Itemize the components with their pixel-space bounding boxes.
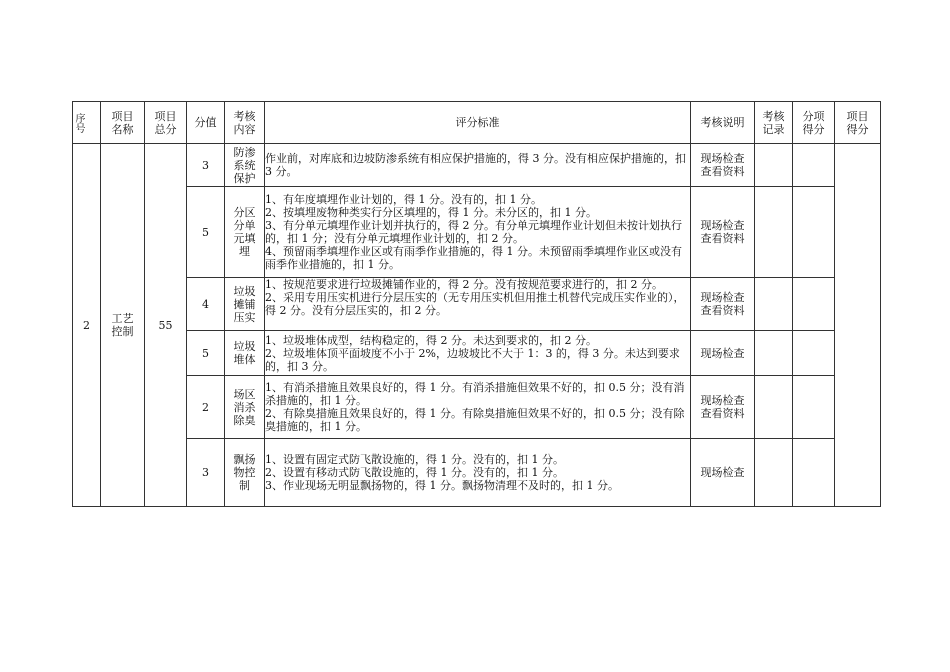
explanation-line: 查看资料 <box>700 304 745 317</box>
content-line: 分单 <box>233 219 256 232</box>
group-serial: 2 <box>73 144 101 507</box>
header-item-score-line: 得分 <box>846 122 869 136</box>
table-row <box>73 376 881 439</box>
row-content <box>225 187 265 278</box>
content-line: 制 <box>239 479 250 492</box>
criteria-line: 2、有除臭措施且效果良好的，得 1 分。有除臭措施但效果不好的，扣 0.5 分；没有除臭措施的，扣 1 分。 <box>265 407 685 433</box>
header-record-line: 考核 <box>762 109 785 123</box>
group-total: 55 <box>145 144 187 507</box>
header-item-total-line: 项目 <box>154 109 177 123</box>
content-line: 压实 <box>233 310 256 324</box>
row-criteria <box>265 376 691 439</box>
header-serial-text: 序号 <box>73 112 84 133</box>
criteria-line: 1、设置有固定式防飞散设施的，得 1 分。没有的，扣 1 分。 <box>265 453 564 466</box>
table-row <box>73 187 881 278</box>
content-line: 物控 <box>233 466 256 479</box>
row-content <box>225 439 265 507</box>
header-serial <box>73 102 101 144</box>
criteria-line: 1、按规范要求进行垃圾摊铺作业的，得 2 分。没有按规范要求进行的，扣 2 分。 <box>265 278 663 291</box>
header-content-line: 内容 <box>233 122 256 136</box>
explanation-line: 现场检查 <box>700 466 745 479</box>
explanation-line: 查看资料 <box>700 165 745 178</box>
content-line: 垃圾 <box>233 340 256 353</box>
row-sub-score-cell[interactable] <box>793 187 835 278</box>
row-content <box>225 144 265 187</box>
row-criteria <box>265 187 691 278</box>
header-record-line: 记录 <box>762 122 785 136</box>
header-explanation: 考核说明 <box>691 102 755 144</box>
header-item-total <box>145 102 187 144</box>
header-item-name <box>101 102 145 144</box>
table-row <box>73 144 881 187</box>
row-record-cell[interactable] <box>755 439 793 507</box>
row-explanation <box>691 439 755 507</box>
criteria-line: 2、按填埋废物种类实行分区填埋的，得 1 分。未分区的，扣 1 分。 <box>265 206 597 219</box>
criteria-line: 2、设置有移动式防飞散设施的，得 1 分。没有的，扣 1 分。 <box>265 466 564 479</box>
row-points: 4 <box>187 278 225 331</box>
explanation-line: 查看资料 <box>700 407 745 420</box>
header-serial-stack <box>73 113 100 133</box>
content-line: 摊铺 <box>233 297 256 311</box>
header-item-total-line: 总分 <box>154 122 177 136</box>
criteria-line: 4、预留雨季填埋作业区或有雨季作业措施的，得 1 分。未预留雨季填埋作业区或没有雨季作业措施的，扣 1 分。 <box>265 245 682 271</box>
row-points: 2 <box>187 376 225 439</box>
row-sub-score-cell[interactable] <box>793 439 835 507</box>
content-line: 堆体 <box>233 353 256 366</box>
criteria-clip <box>265 278 690 330</box>
content-line: 消杀 <box>233 400 256 414</box>
content-line: 飘扬 <box>233 453 256 466</box>
explanation-line: 现场检查 <box>700 219 745 232</box>
table-row <box>73 331 881 376</box>
header-criteria: 评分标准 <box>265 102 691 144</box>
row-sub-score-cell[interactable] <box>793 278 835 331</box>
row-content <box>225 278 265 331</box>
header-item-name-line: 名称 <box>111 122 134 136</box>
scoring-table <box>72 101 881 507</box>
header-record <box>755 102 793 144</box>
row-sub-score-cell[interactable] <box>793 376 835 439</box>
row-criteria <box>265 331 691 376</box>
header-row <box>73 102 881 144</box>
header-points: 分值 <box>187 102 225 144</box>
header-sub-score-line: 分项 <box>802 109 825 123</box>
group-item-score-cell[interactable] <box>835 144 881 507</box>
header-sub-score <box>793 102 835 144</box>
content-line: 保护 <box>233 171 256 185</box>
header-item-name-line: 项目 <box>111 109 134 123</box>
criteria-line: 2、采用专用压实机进行分层压实的（无专用压实机但用推土机替代完成压实作业的），得 2 分。没有分层压实的，扣 2 分。 <box>265 291 685 317</box>
content-line: 元填 <box>233 232 256 245</box>
group-name-line: 控制 <box>111 325 134 338</box>
criteria-line: 1、有消杀措施且效果良好的，得 1 分。有消杀措施但效果不好的，扣 0.5 分；没有消杀措施的，扣 1 分。 <box>265 381 685 407</box>
content-line: 除臭 <box>233 413 256 427</box>
criteria-line: 3、作业现场无明显飘扬物的，得 1 分。飘扬物清理不及时的，扣 1 分。 <box>265 479 619 492</box>
criteria-line: 1、有年度填埋作业计划的，得 1 分。没有的，扣 1 分。 <box>265 193 542 206</box>
row-explanation <box>691 331 755 376</box>
explanation-line: 查看资料 <box>700 232 745 245</box>
row-record-cell[interactable] <box>755 376 793 439</box>
row-points: 3 <box>187 144 225 187</box>
row-record-cell[interactable] <box>755 278 793 331</box>
row-criteria <box>265 144 691 187</box>
table-row <box>73 278 881 331</box>
row-record-cell[interactable] <box>755 331 793 376</box>
row-explanation <box>691 278 755 331</box>
criteria-line: 作业前，对库底和边坡防渗系统有相应保护措施的，得 3 分。没有相应保护措施的，扣 3 分。 <box>265 152 686 178</box>
header-item-score <box>835 102 881 144</box>
content-line: 埋 <box>239 245 250 258</box>
criteria-line: 2、垃圾堆体顶平面坡度不小于 2%，边坡坡比不大于 1：3 的，得 3 分。未达到要求的，扣 3 分。 <box>265 346 680 373</box>
explanation-line: 现场检查 <box>700 291 745 304</box>
row-points: 5 <box>187 331 225 376</box>
explanation-line: 现场检查 <box>700 152 745 165</box>
row-points: 5 <box>187 187 225 278</box>
content-line: 垃圾 <box>233 284 256 298</box>
criteria-line: 3、有分单元填埋作业计划并执行的，得 2 分。有分单元填埋作业计划但未按计划执行的，扣 1 分；没有分单元填埋作业计划的，扣 2 分。 <box>265 219 682 245</box>
criteria-line: 1、垃圾堆体成型，结构稳定的，得 2 分。未达到要求的，扣 2 分。 <box>265 333 597 347</box>
row-content <box>225 376 265 439</box>
row-content <box>225 331 265 376</box>
row-points: 3 <box>187 439 225 507</box>
explanation-line: 现场检查 <box>700 394 745 407</box>
group-name-line: 工艺 <box>111 312 134 325</box>
header-item-score-line: 项目 <box>846 109 869 123</box>
row-record-cell[interactable] <box>755 187 793 278</box>
content-line: 分区 <box>233 206 256 219</box>
row-explanation <box>691 376 755 439</box>
content-line: 系统 <box>233 158 256 172</box>
row-explanation <box>691 144 755 187</box>
header-sub-score-line: 得分 <box>802 122 825 136</box>
header-content <box>225 102 265 144</box>
explanation-line: 现场检查 <box>700 346 745 360</box>
row-criteria <box>265 439 691 507</box>
row-sub-score-cell[interactable] <box>793 331 835 376</box>
header-content-line: 考核 <box>233 109 256 123</box>
row-explanation <box>691 187 755 278</box>
content-line: 场区 <box>233 387 256 401</box>
content-line: 防渗 <box>233 145 256 159</box>
row-sub-score-cell[interactable] <box>793 144 835 187</box>
table-row <box>73 439 881 507</box>
row-criteria <box>265 278 691 331</box>
row-record-cell[interactable] <box>755 144 793 187</box>
group-name <box>101 144 145 507</box>
